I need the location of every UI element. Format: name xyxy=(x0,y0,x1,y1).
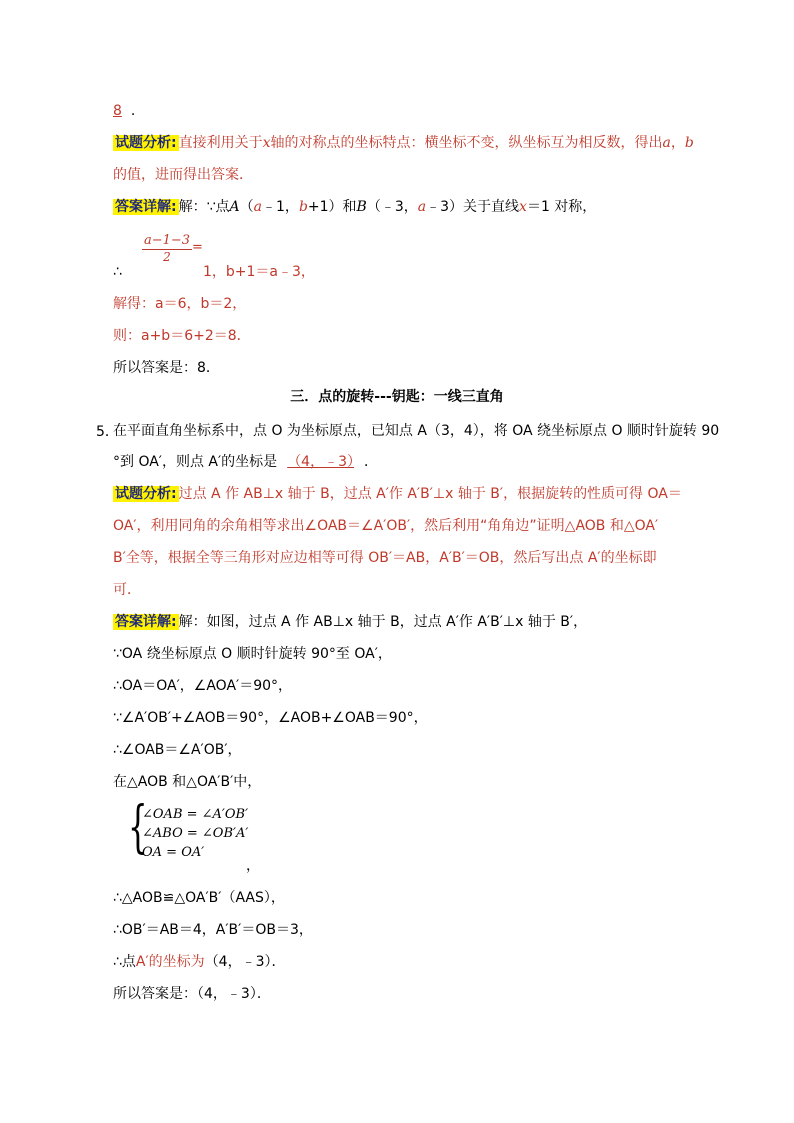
final-answer-1: 所以答案是：8． xyxy=(113,360,220,376)
var-a: a xyxy=(662,135,671,151)
solve-line: 解得：a＝6，b＝2， xyxy=(113,296,247,312)
var-a: a xyxy=(417,199,427,215)
var-x: x xyxy=(519,199,527,215)
period: . xyxy=(130,103,136,119)
d1-p4: +1）和 xyxy=(307,199,357,215)
d2-line9b: A′的坐标为 xyxy=(135,954,205,970)
detail-2-line-3: ∴OA＝OA′，∠AOA′＝90°， xyxy=(113,678,293,694)
question-line-2 xyxy=(113,452,378,472)
var-x: x xyxy=(262,135,271,151)
therefore-symbol: ∴ xyxy=(113,264,122,280)
equation-line: 1，b+1＝a﹣3， xyxy=(203,264,315,280)
d2-line9c: （4，﹣3）． xyxy=(204,954,286,970)
analysis-label: 试题分析: xyxy=(115,135,177,151)
detail-label: 答案详解: xyxy=(115,199,177,215)
point-A: A xyxy=(229,199,240,215)
previous-answer-line xyxy=(113,101,135,121)
system-row: OA = OA′ xyxy=(142,845,205,860)
q-line-2a: °到 OA′，则点 A′的坐标是 xyxy=(113,454,278,470)
previous-answer: 8 xyxy=(113,103,122,119)
analysis-2-line-1 xyxy=(113,484,682,504)
a2-quote: “角角边” xyxy=(480,518,537,534)
final-answer-2: 所以答案是：（4，﹣3）． xyxy=(113,986,271,1002)
system-comma: ， xyxy=(246,858,260,874)
d1-p6: ﹣3）关于直线 xyxy=(426,199,520,215)
detail-2-line-4: ∵∠A′OB′+∠AOB＝90°，∠AOB+∠OAB＝90°， xyxy=(113,710,428,726)
system-row: ∠ABO = ∠OB′A′ xyxy=(142,826,249,841)
a2-line2b: 证明△AOB 和△OA′ xyxy=(536,518,659,534)
analysis-2-line-2 xyxy=(113,516,658,536)
a2-line2a: OA′，利用同角的余角相等求出∠OAB＝∠A′OB′，然后利用 xyxy=(113,518,481,534)
comma: ， xyxy=(670,135,685,151)
analysis-2-line-3: B′全等，根据全等三角形对应边相等可得 OB′＝AB，A′B′＝OB，然后写出点 A′的坐标即 xyxy=(113,550,657,566)
analysis-2-line-4: 可． xyxy=(113,582,141,598)
fraction-denominator: 2 xyxy=(163,250,171,264)
analysis-label: 试题分析: xyxy=(115,486,177,502)
d1-p5: （﹣3， xyxy=(366,199,418,215)
question-line-1: 在平面直角坐标系中，点 O 为坐标原点，已知点 A（3，4），将 OA 绕坐标原点 O 顺时针旋转 90 xyxy=(113,423,720,439)
var-b: b xyxy=(684,135,694,151)
detail-2-line-5: ∴∠OAB＝∠A′OB′， xyxy=(113,742,242,758)
analysis-1-line-1 xyxy=(113,133,694,153)
var-b: b xyxy=(298,199,308,215)
q-line-2b: ． xyxy=(364,454,379,470)
point-B: B xyxy=(356,199,367,215)
detail-1-line-1 xyxy=(113,197,596,217)
analysis-1-line-2: 的值，进而得出答案． xyxy=(113,167,253,183)
detail-2-line-6: 在△AOB 和△OA′B′中， xyxy=(113,774,262,790)
detail-2-line-8: ∴OB′＝AB＝4，A′B′＝OB＝3， xyxy=(113,922,313,938)
question-answer-blank: （4，﹣3） xyxy=(287,454,355,470)
d1-p1: 解：∵点 xyxy=(178,199,230,215)
fraction-numerator: a−1−3 xyxy=(143,233,191,248)
d1-p3: ﹣1， xyxy=(262,199,299,215)
d1-p7: ＝1 对称， xyxy=(526,199,597,215)
detail-2-line-2: ∵OA 绕坐标原点 O 顺时针旋转 90°至 OA′， xyxy=(113,646,392,662)
analysis-1-text-a: 直接利用关于 xyxy=(178,135,263,151)
sum-line: 则：a+b＝6+2＝8． xyxy=(113,328,251,344)
detail-2-line-9 xyxy=(113,952,286,972)
d2-line1: 解：如图，过点 A 作 AB⊥x 轴于 B，过点 A′作 A′B′⊥x 轴于 B′， xyxy=(178,614,588,630)
question-number: 5． xyxy=(96,424,119,440)
d2-line9a: ∴点 xyxy=(113,954,136,970)
d1-p2: （ xyxy=(239,199,254,215)
a2-line1: 过点 A 作 AB⊥x 轴于 B，过点 A′作 A′B′⊥x 轴于 B′，根据旋转的性质可得 OA＝ xyxy=(178,486,682,502)
section-heading: 三．点的旋转---钥匙：一线三直角 xyxy=(290,389,504,405)
fraction xyxy=(142,233,192,264)
var-a: a xyxy=(253,199,263,215)
fraction-equals: = xyxy=(192,240,203,255)
detail-label: 答案详解: xyxy=(115,614,177,630)
left-brace: { xyxy=(128,795,148,860)
system-row: ∠OAB = ∠A′OB′ xyxy=(142,807,249,822)
analysis-1-text-b: 轴的对称点的坐标特点：横坐标不变，纵坐标互为相反数，得出 xyxy=(270,135,663,151)
detail-2-line-7: ∴△AOB≌△OA′B′（AAS）， xyxy=(113,890,285,906)
detail-2-line-1 xyxy=(113,612,587,632)
